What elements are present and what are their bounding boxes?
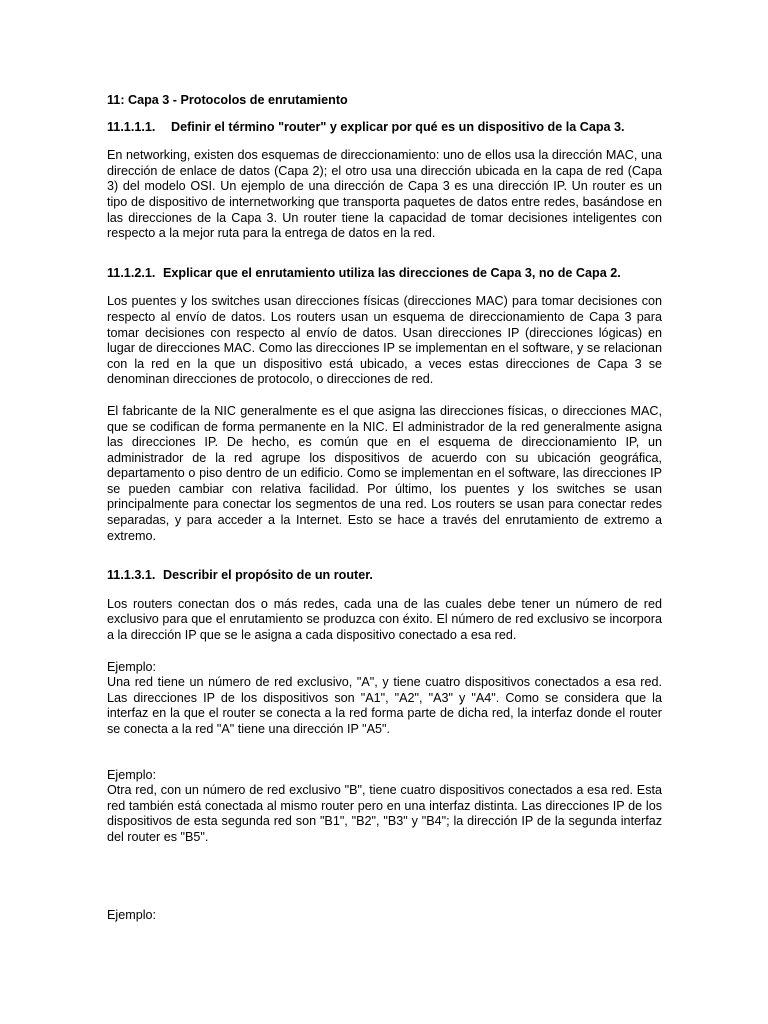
section-number-1: 11.1.1.1.	[107, 119, 156, 134]
section-title-3: Describir el propósito de un router.	[163, 568, 373, 583]
section-number-3: 11.1.3.1.	[107, 568, 156, 583]
chapter-title: 11: Capa 3 - Protocolos de enrutamiento	[107, 93, 348, 107]
example-label-2: Ejemplo:	[107, 767, 156, 782]
example-block-2	[107, 768, 662, 846]
section-1-paragraph-1: En networking, existen dos esquemas de direccionamiento: uno de ellos usa la dirección MAC, una dirección de enlace de datos (Capa 2); el otro usa una dirección ubicada en la capa de red (Capa 3) del modelo OSI. Un ejemplo de una dirección de Capa 3 es una dirección IP. Un router es un tipo de dispositivo de internetworking que transporta paquetes de datos entre redes, basándose en las direcciones de la Capa 3. Un router tiene la capacidad de tomar decisiones inteligentes con respecto a la mejor ruta para la entrega de datos en la red.	[107, 148, 662, 241]
section-heading-1	[107, 120, 662, 136]
section-2-paragraph-1: Los puentes y los switches usan direcciones físicas (direcciones MAC) para tomar decisiones con respecto al envío de datos. Los routers usan un esquema de direccionamiento de Capa 3 para tomar decisiones con respecto al envío de datos. Usan direcciones IP (direcciones lógicas) en lugar de direcciones MAC. Como las direcciones IP se implementan en el software, y se relacionan con la red en la que un dispositivo está ubicado, a veces estas direcciones de Capa 3 se denominan direcciones de protocolo, o direcciones de red.	[107, 294, 662, 387]
example-block-1	[107, 660, 662, 738]
example-text-1: Una red tiene un número de red exclusivo, "A", y tiene cuatro dispositivos conectados a esa red. Las direcciones IP de los dispositivos son "A1", "A2", "A3" y "A4". Como se considera que la interfaz en la que el router se conecta a la red forma parte de dicha red, la interfaz donde el router se conecta a la red "A" tiene una dirección IP "A5".	[107, 675, 662, 736]
section-3-paragraph-1: Los routers conectan dos o más redes, cada una de las cuales debe tener un número de red exclusivo para que el enrutamiento se produzca con éxito. El número de red exclusivo se incorpora a la dirección IP que se le asigna a cada dispositivo conectado a esa red.	[107, 596, 662, 643]
section-2-paragraph-2: El fabricante de la NIC generalmente es el que asigna las direcciones físicas, o direcciones MAC, que se codifican de forma permanente en la NIC. El administrador de la red generalmente asigna las direcciones IP. De hecho, es común que en el esquema de direccionamiento IP, un administrador de la red agrupe los dispositivos de acuerdo con su ubicación geográfica, departamento o piso dentro de un edificio. Como se implementan en el software, las direcciones IP se pueden cambiar con relativa facilidad. Por último, los puentes y los switches se usan principalmente para conectar los segmentos de una red. Los routers se usan para conectar redes separadas, y para acceder a la Internet. Esto se hace a través del enrutamiento de extremo a extremo.	[107, 403, 662, 543]
example-label-1: Ejemplo:	[107, 659, 156, 674]
example-text-2: Otra red, con un número de red exclusivo "B", tiene cuatro dispositivos conectados a esa red. Esta red también está conectada al mismo router pero en una interfaz distinta. Las direcciones IP de los dispositivos de esta segunda red son "B1", "B2", "B3" y "B4"; la dirección IP de la segunda interfaz del router es "B5".	[107, 783, 662, 844]
section-heading-2	[107, 266, 662, 282]
example-label-3: Ejemplo:	[107, 907, 156, 922]
section-title-2: Explicar que el enrutamiento utiliza las direcciones de Capa 3, no de Capa 2.	[163, 265, 621, 280]
section-number-2: 11.1.2.1.	[107, 265, 156, 280]
section-title-1: Definir el término "router" y explicar por qué es un dispositivo de la Capa 3.	[171, 119, 625, 134]
section-heading-3	[107, 568, 662, 584]
document-content	[107, 93, 662, 939]
example-block-3	[107, 908, 662, 924]
